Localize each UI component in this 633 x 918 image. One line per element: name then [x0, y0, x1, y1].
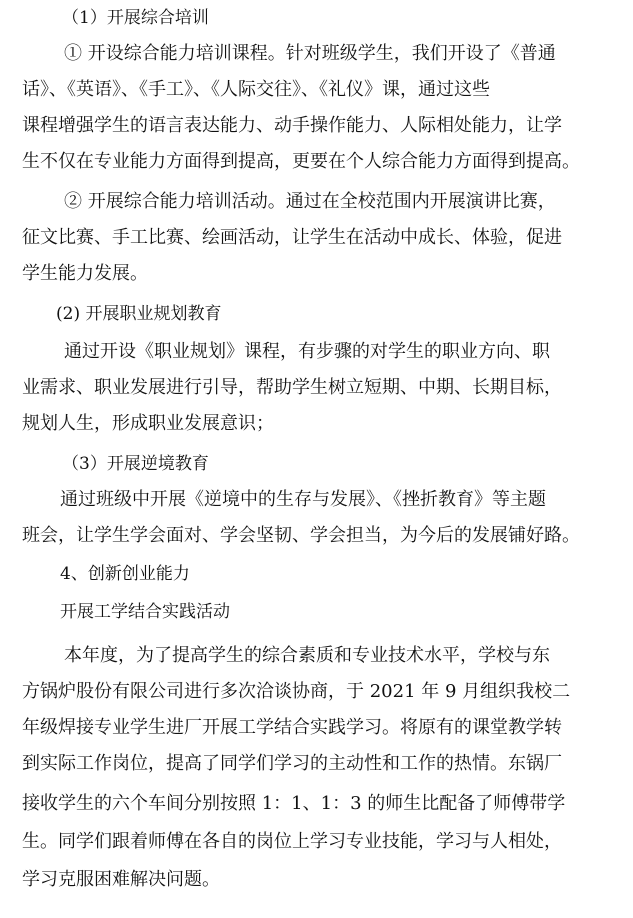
paragraph-line: 生不仅在专业能力方面得到提高，更要在个人综合能力方面得到提高。	[22, 151, 580, 172]
paragraph-line: 话》、《英语》、《手工》、《人际交往》、《礼仪》课，通过这些	[22, 79, 490, 100]
paragraph-line: 方锅炉股份有限公司进行多次洽谈协商，于 2021 年 9 月组织我校二	[22, 681, 571, 702]
heading-adversity-education: （3）开展逆境教育	[62, 454, 209, 474]
paragraph-line: 生。同学们跟着师傅在各自的岗位上学习专业技能，学习与人相处，	[22, 831, 562, 852]
paragraph-line: 年级焊接专业学生进厂开展工学结合实践学习。将原有的课堂教学转	[22, 717, 562, 738]
heading-comprehensive-training: （1）开展综合培训	[62, 8, 209, 28]
paragraph-line: 到实际工作岗位，提高了同学们学习的主动性和工作的热情。东锅厂	[22, 753, 562, 774]
paragraph-line: 通过开设《职业规划》课程，有步骤的对学生的职业方向、职	[64, 341, 550, 362]
paragraph-line: 学生能力发展。	[22, 263, 148, 284]
heading-work-study-practice: 开展工学结合实践活动	[60, 602, 230, 622]
paragraph-line: 学习克服困难解决问题。	[22, 869, 220, 890]
paragraph-line: ② 开展综合能力培训活动。通过在全校范围内开展演讲比赛，	[64, 191, 556, 212]
paragraph-line: 业需求、职业发展进行引导，帮助学生树立短期、中期、长期目标，	[22, 377, 562, 398]
paragraph-line: 规划人生，形成职业发展意识；	[22, 413, 274, 434]
paragraph-line: 接收学生的六个车间分别按照 1：1、1：3 的师生比配备了师傅带学	[22, 793, 566, 814]
paragraph-line: 本年度，为了提高学生的综合素质和专业技术水平，学校与东	[64, 645, 550, 666]
paragraph-line: 班会，让学生学会面对、学会坚韧、学会担当，为今后的发展铺好路。	[22, 525, 580, 546]
heading-career-planning: (2) 开展职业规划教育	[56, 304, 222, 324]
paragraph-line: 征文比赛、手工比赛、绘画活动，让学生在活动中成长、体验，促进	[22, 227, 562, 248]
paragraph-line: ① 开设综合能力培训课程。针对班级学生，我们开设了《普通	[64, 43, 556, 64]
paragraph-line: 通过班级中开展《逆境中的生存与发展》、《挫折教育》等主题	[60, 489, 546, 510]
paragraph-line: 课程增强学生的语言表达能力、动手操作能力、人际相处能力，让学	[22, 115, 562, 136]
heading-innovation-entrepreneurship: 4、创新创业能力	[60, 564, 190, 584]
